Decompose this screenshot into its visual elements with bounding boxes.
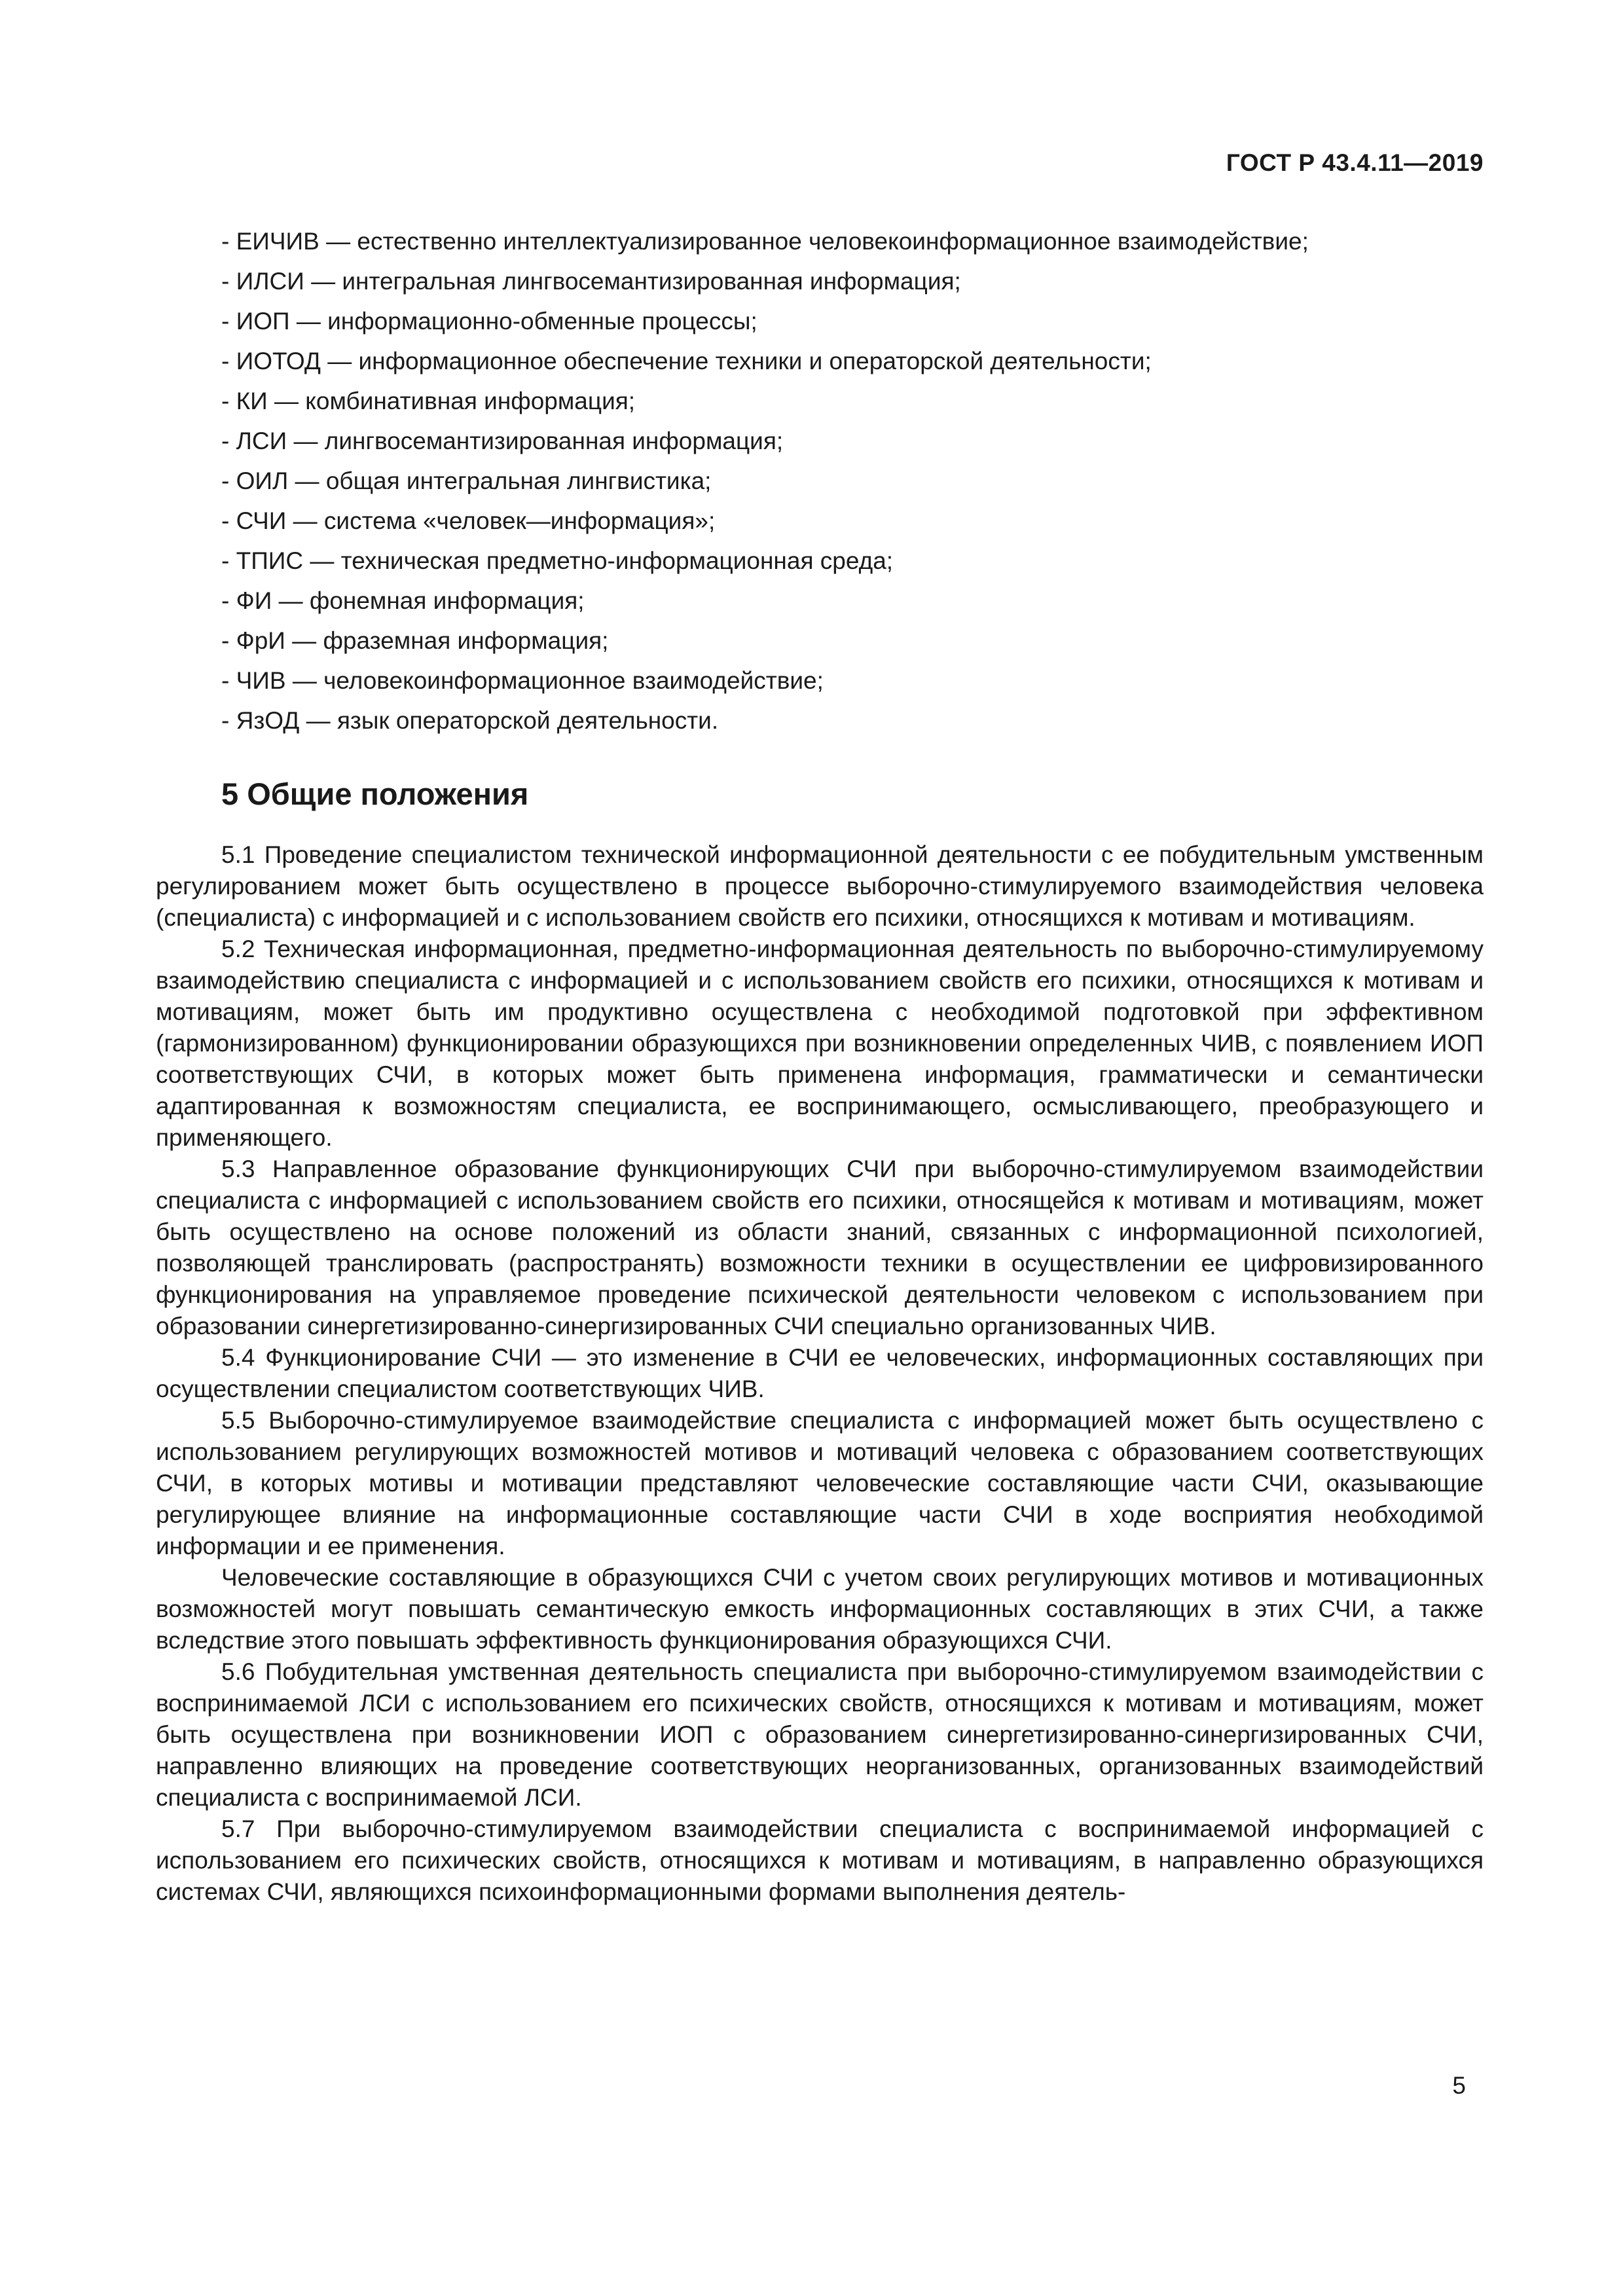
list-item: - ЕИЧИВ — естественно интеллектуализированное человекоинформационное взаимодействие; <box>221 228 1309 255</box>
paragraph: 5.7 При выборочно-стимулируемом взаимодействии специалиста с воспринимаемой информацией с использованием его психических свойств, относящихся к мотивам и мотивациям, в направленно образующихся системах СЧИ, являющихся психоинформационными формами выполнения деятель- <box>156 1815 1484 1905</box>
list-item: - СЧИ — система «человек—информация»; <box>221 507 716 534</box>
page-number: 5 <box>1452 2072 1466 2099</box>
list-item: - ЯзОД — язык операторской деятельности. <box>221 707 719 734</box>
list-item: - ИОТОД — информационное обеспечение техники и операторской деятельности; <box>221 348 1152 374</box>
list-item: - КИ — комбинативная информация; <box>221 388 636 414</box>
paragraph: 5.6 Побудительная умственная деятельность специалиста при выборочно-стимулируемом взаимодействии с воспринимаемой ЛСИ с использованием его психических свойств, относящихся к мотивам и мотивациям, может быть осуществлена при возникновении ИОП с образованием синергетизированно-синергизированных СЧИ, направленно влияющих на проведение соответствующих неорганизованных, организованных взаимодействий специалиста с воспринимаемой ЛСИ. <box>156 1658 1484 1811</box>
list-item: - ФрИ — фраземная информация; <box>221 627 609 654</box>
document-header-id: ГОСТ Р 43.4.11—2019 <box>1226 149 1484 176</box>
list-item: - ЛСИ — лингвосемантизированная информация; <box>221 428 784 454</box>
list-item: - ФИ — фонемная информация; <box>221 587 585 614</box>
section-title: 5 Общие положения <box>221 776 529 811</box>
section-body <box>156 839 1484 1908</box>
list-item: - ОИЛ — общая интегральная лингвистика; <box>221 467 712 494</box>
paragraph: 5.1 Проведение специалистом технической информационной деятельности с ее побудительным умственным регулированием может быть осуществлено в процессе выборочно-стимулируемого взаимодействия человека (специалиста) с информацией и с использованием свойств его психики, относящихся к мотивам и мотивациям. <box>156 841 1484 931</box>
abbreviations-list <box>221 221 1465 740</box>
list-item: - ИОП — информационно-обменные процессы; <box>221 308 757 335</box>
list-item: - ЧИВ — человекоинформационное взаимодействие; <box>221 667 824 694</box>
paragraph: 5.2 Техническая информационная, предметно-информационная деятельность по выборочно-стимулируемому взаимодействию специалиста с информацией и с использованием свойств его психики, относящихся к мотивам и мотивациям, может быть им продуктивно осуществлена с необходимой подготовкой при эффективном (гармонизированном) функционировании образующихся при возникновении определенных ЧИВ, с появлением ИОП соответствующих СЧИ, в которых может быть применена информация, грамматически и семантически адаптированная к возможностям специалиста, ее воспринимающего, осмысливающего, преобразующего и применяющего. <box>156 936 1484 1151</box>
paragraph: 5.5 Выборочно-стимулируемое взаимодействие специалиста с информацией может быть осуществлено с использованием регулирующих возможностей мотивов и мотиваций человека с образованием соответствующих СЧИ, в которых мотивы и мотивации представляют человеческие составляющие части СЧИ, оказывающие регулирующее влияние на информационные составляющие части СЧИ в ходе восприятия необходимой информации и ее применения. <box>156 1407 1484 1559</box>
paragraph: 5.4 Функционирование СЧИ — это изменение в СЧИ ее человеческих, информационных составляющих при осуществлении специалистом соответствующих ЧИВ. <box>156 1344 1484 1402</box>
list-item: - ТПИС — техническая предметно-информационная среда; <box>221 547 894 574</box>
paragraph: 5.3 Направленное образование функционирующих СЧИ при выборочно-стимулируемом взаимодействии специалиста с информацией с использованием свойств его психики, относящейся к мотивам и мотивациям, может быть осуществлено на основе положений из области знаний, связанных с информационной психологией, позволяющей транслировать (распространять) возможности техники в осуществлении ее цифровизированного функционирования на управляемое проведение психической деятельности человеком с использованием при образовании синергетизированно-синергизированных СЧИ специально организованных ЧИВ. <box>156 1156 1484 1339</box>
paragraph: Человеческие составляющие в образующихся СЧИ с учетом своих регулирующих мотивов и мотивационных возможностей могут повышать семантическую емкость информационных составляющих в этих СЧИ, а также вследствие этого повышать эффективность функционирования образующихся СЧИ. <box>156 1564 1484 1654</box>
list-item: - ИЛСИ — интегральная лингвосемантизированная информация; <box>221 268 961 295</box>
